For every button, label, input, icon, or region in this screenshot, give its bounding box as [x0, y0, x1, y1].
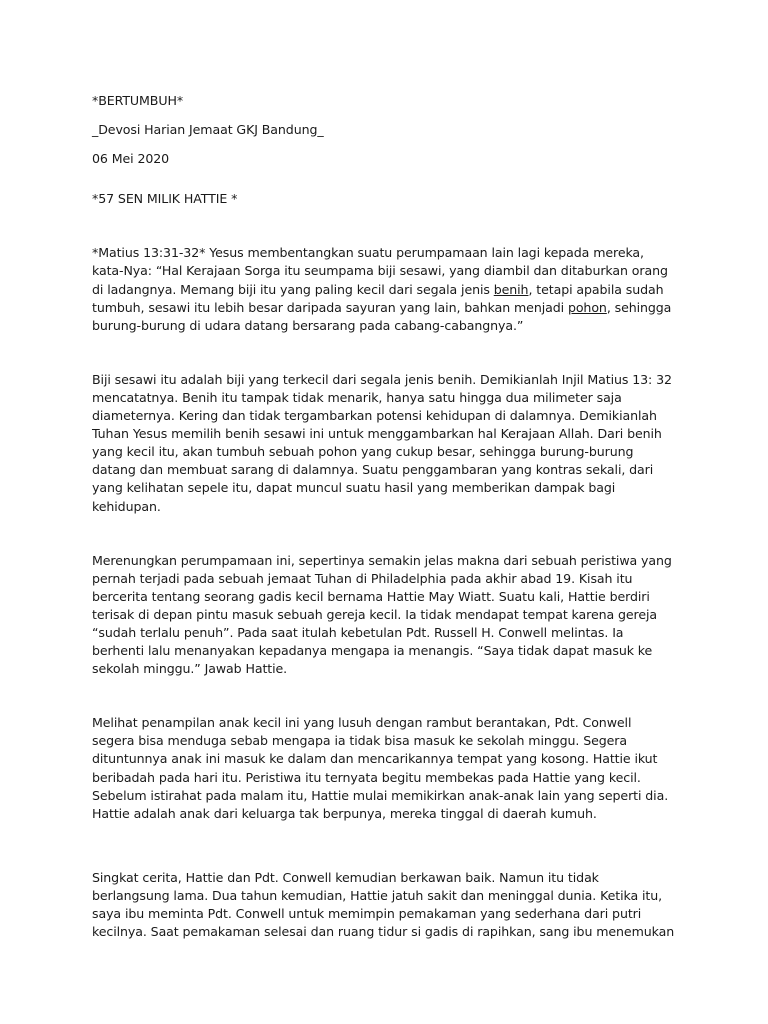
text-line: Hattie adalah anak dari keluarga tak berpunya, mereka tinggal di daerah kumuh.	[92, 805, 597, 821]
text-line: sekolah minggu.” Jawab Hattie.	[92, 661, 288, 677]
article-heading: *57 SEN MILIK HATTIE *	[92, 191, 238, 207]
body-paragraph-1	[92, 371, 682, 516]
text-line: pernah terjadi pada sebuah jemaat Tuhan di Philadelphia pada akhir abad 19. Kisah itu	[92, 570, 633, 586]
text-line: datang dan membuat sarang di dalamnya. Suatu penggambaran yang kontras sekali, dari	[92, 462, 654, 478]
underlined-word-benih: benih	[493, 281, 529, 297]
text-line: berhenti lalu menanyakan kepadanya mengapa ia menangis. “Saya tidak dapat masuk ke	[92, 643, 653, 659]
body-paragraph-4	[92, 869, 682, 941]
text-line: burung-burung di udara datang bersarang pada cabang-cabangnya.”	[92, 317, 524, 333]
text-line: di ladangnya. Memang biji itu yang paling kecil dari segala jenis benih, tetapi apabila sudah	[92, 281, 664, 297]
text-line: terisak di depan pintu masuk sebuah gereja kecil. Ia tidak mendapat tempat karena gereja	[92, 606, 658, 622]
devotion-date: 06 Mei 2020	[92, 151, 170, 167]
verse-paragraph	[92, 244, 682, 334]
body-paragraph-2	[92, 552, 682, 679]
text-line: bercerita tentang seorang gadis kecil bernama Hattie May Wiatt. Suatu kali, Hattie berdiri	[92, 588, 650, 604]
text-line: Singkat cerita, Hattie dan Pdt. Conwell kemudian berkawan baik. Namun itu tidak	[92, 869, 599, 885]
text-line: kehidupan.	[92, 498, 161, 514]
text-line: yang kecil itu, akan tumbuh sebuah pohon yang cukup besar, sehingga burung-burung	[92, 444, 634, 460]
text-line: Sebelum istirahat pada malam itu, Hattie mulai memikirkan anak-anak lain yang seperti dia.	[92, 787, 669, 803]
text-line: Tuhan Yesus memilih benih sesawi ini untuk menggambarkan hal Kerajaan Allah. Dari benih	[92, 426, 662, 442]
devotion-title: *BERTUMBUH*	[92, 93, 184, 108]
document-body	[92, 92, 682, 941]
text-line: *Matius 13:31-32* Yesus membentangkan suatu perumpamaan lain lagi kepada mereka,	[92, 245, 644, 261]
text-line: dituntunnya anak ini masuk ke dalam dan mencarikannya tempat yang kosong. Hattie ikut	[92, 751, 658, 767]
underlined-word-pohon: pohon	[567, 299, 607, 315]
devotion-subtitle: _Devosi Harian Jemaat GKJ Bandung_	[92, 122, 324, 138]
text-line: tumbuh, sesawi itu lebih besar daripada sayuran yang lain, bahkan menjadi pohon, sehingga	[92, 299, 672, 315]
text-line: beribadah pada hari itu. Peristiwa itu ternyata begitu membekas pada Hattie yang kecil.	[92, 769, 641, 785]
body-paragraph-3	[92, 714, 682, 823]
text-line: saya ibu meminta Pdt. Conwell untuk memimpin pemakaman yang sederhana dari putri	[92, 906, 642, 921]
text-line: mencatatnya. Benih itu tampak tidak menarik, hanya satu hingga dua milimeter saja	[92, 389, 622, 405]
text-line: kecilnya. Saat pemakaman selesai dan ruang tidur si gadis di rapihkan, sang ibu menemukan	[92, 924, 675, 940]
text-line: diameternya. Kering dan tidak tergambarkan potensi kehidupan di dalamnya. Demikianlah	[92, 408, 657, 424]
text-line: kata-Nya: “Hal Kerajaan Sorga itu seumpama biji sesawi, yang diambil dan ditaburkan orang	[92, 263, 668, 279]
text-line: Biji sesawi itu adalah biji yang terkecil dari segala jenis benih. Demikianlah Injil Matius 13: 32	[92, 371, 672, 387]
text-line: segera bisa menduga sebab mengapa ia tidak bisa masuk ke sekolah minggu. Segera	[92, 733, 627, 749]
text-line: berlangsung lama. Dua tahun kemudian, Hattie jatuh sakit dan meninggal dunia. Ketika itu,	[92, 887, 663, 903]
text-line: yang kelihatan sepele itu, dapat muncul suatu hasil yang memberikan dampak bagi	[92, 480, 616, 496]
text-line: “sudah terlalu penuh”. Pada saat itulah kebetulan Pdt. Russell H. Conwell melintas. Ia	[92, 624, 624, 640]
text-line: Melihat penampilan anak kecil ini yang lusuh dengan rambut berantakan, Pdt. Conwell	[92, 715, 632, 731]
text-line: Merenungkan perumpamaan ini, sepertinya semakin jelas makna dari sebuah peristiwa yang	[92, 552, 672, 568]
